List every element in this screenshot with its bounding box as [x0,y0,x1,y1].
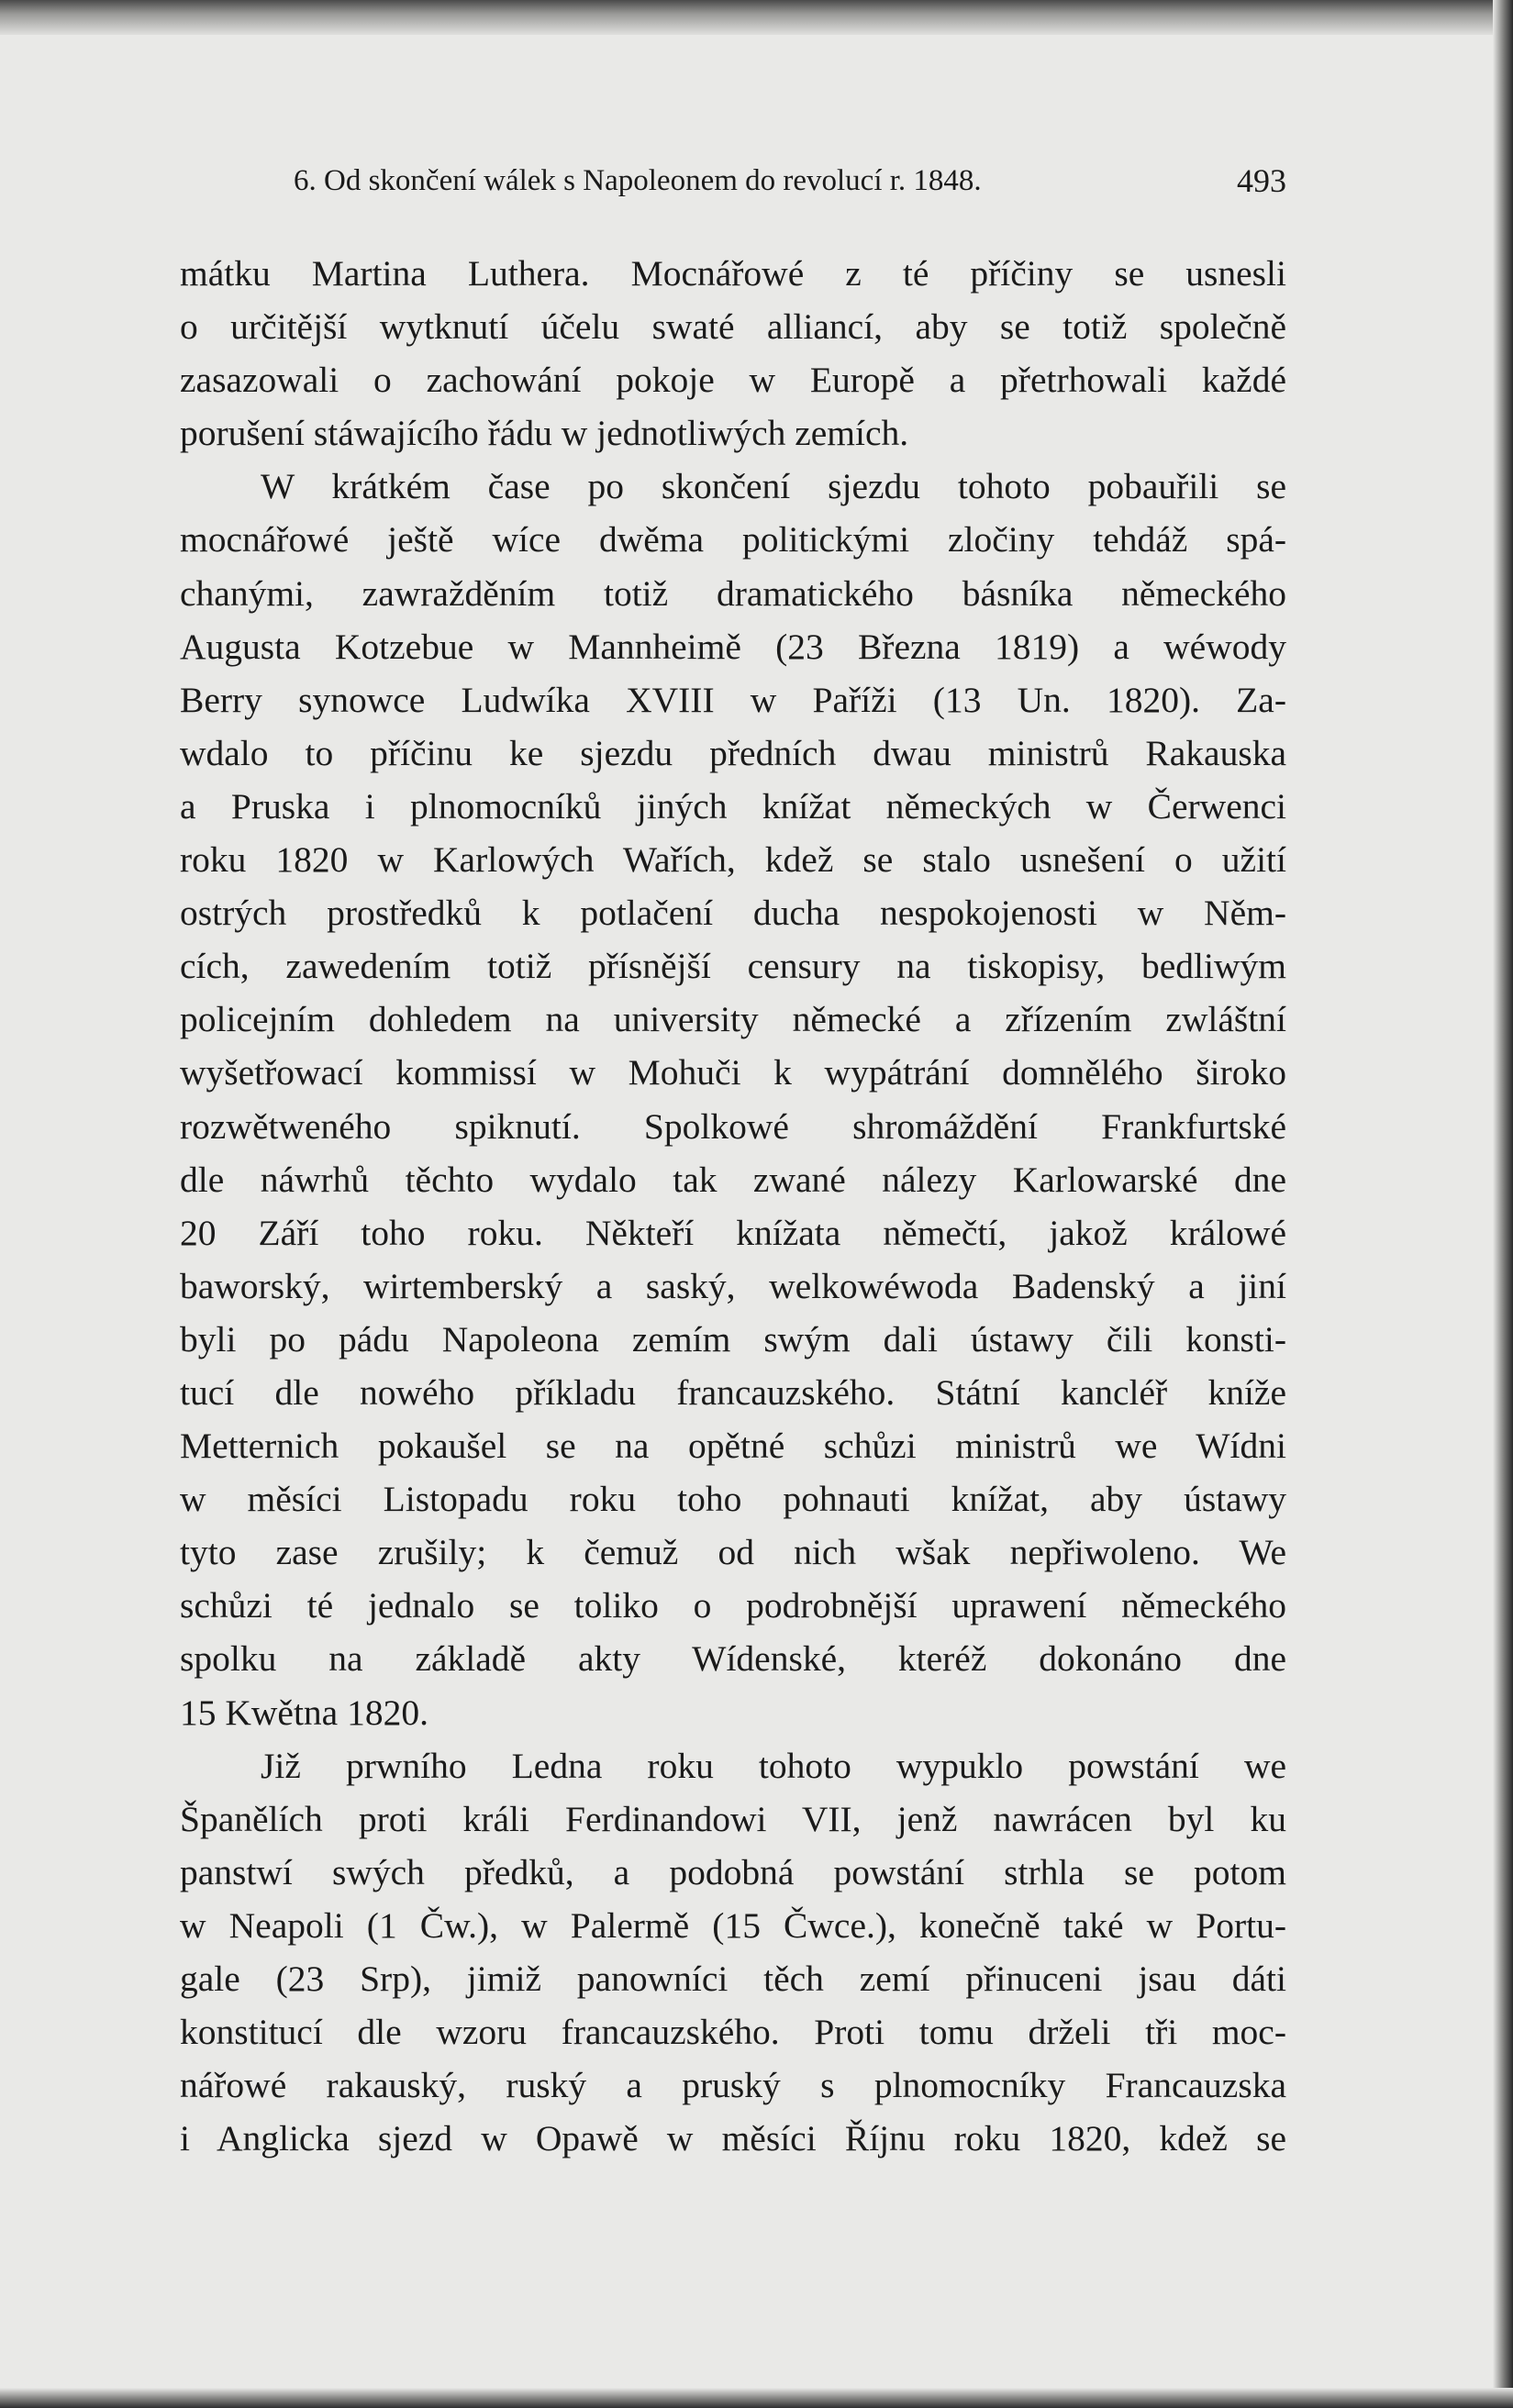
text-line: Berry synowce Ludwíka XVIII w Paříži (13 Un. 1820). Za- [180,679,1286,720]
scan-top-edge [0,0,1513,35]
page-header [294,158,1286,204]
paragraph-start-line: W krátkém čase po skončení sjezdu tohoto pobauřili se [261,466,1286,507]
text-line: spolku na základě akty Wídenské, kteréž dokonáno dne [180,1638,1286,1680]
text-line: 20 Září toho roku. Někteří knížata němečtí, jakož králowé [180,1212,1286,1253]
text-line: porušení stáwajícího řádu w jednotliwých zemích. [180,413,909,454]
text-line: 15 Kwětna 1820. [180,1692,428,1733]
page-number: 493 [1237,162,1286,199]
text-line: o určitější wytknutí účelu swaté alliancí, aby se totiž společně [180,306,1286,348]
text-line: gale (23 Srp), jimiž panowníci těch zemí přinuceni jsau dáti [180,1959,1286,1999]
text-line: tucí dle nowého příkladu francauzského. Státní kancléř kníže [180,1371,1286,1413]
text-line: mocnářowé ještě wíce dwěma politickými zločiny tehdáž spá- [180,519,1286,560]
paragraph-start-line: Již prwního Ledna roku tohoto wypuklo powstání we [261,1745,1286,1786]
text-line: policejním dohledem na university německé a zřízením zwláštní [180,999,1286,1040]
text-line: rozwětweného spiknutí. Spolkowé shromáždění Frankfurtské [180,1105,1286,1147]
text-line: ostrých prostředků k potlačení ducha nespokojenosti w Něm- [180,893,1286,934]
text-line: a Pruska i plnomocníků jiných knížat německých w Čerwenci [180,785,1286,827]
text-line: w měsíci Listopadu roku toho pohnauti knížat, aby ústawy [180,1479,1286,1520]
text-line: Augusta Kotzebue w Mannheimě (23 Března 1819) a wéwody [180,626,1286,667]
text-line: baworský, wirtemberský a saský, welkowéwoda Badenský a jiní [180,1265,1286,1306]
text-line: i Anglicka sjezd w Opawě w měsíci Říjnu roku 1820, kdež se [180,2118,1286,2159]
text-line: wyšetřowací kommissí w Mohuči k wypátrání domnělého široko [180,1052,1286,1093]
text-line: schůzi té jednalo se toliko o podrobnější uprawení německého [180,1585,1286,1626]
text-line: byli po pádu Napoleona zemím swým dali ústawy čili konsti- [180,1318,1286,1359]
text-line: tyto zase zrušily; k čemuž od nich wšak nepřiwoleno. We [180,1532,1286,1573]
text-line: w Neapoli (1 Čw.), w Palermě (15 Čwce.), konečně také w Portu- [180,1904,1286,1946]
text-line: Metternich pokaušel se na opětné schůzi ministrů we Wídni [180,1426,1286,1467]
text-line: roku 1820 w Karlowých Wařích, kdež se stalo usnešení o užití [180,839,1286,881]
text-line: Španělích proti králi Ferdinandowi VII, jenž nawrácen byl ku [180,1798,1286,1839]
text-line: cích, zawedením totiž přísnější censury na tiskopisy, bedliwým [180,946,1286,987]
body-text [180,247,1286,2165]
text-line: mátku Martina Luthera. Mocnářowé z té příčiny se usnesli [180,253,1286,294]
text-line: zasazowali o zachowání pokoje w Europě a přetrhowali každé [180,360,1286,401]
text-line: nářowé rakauský, ruský a pruský s plnomocníky Francauzska [180,2065,1286,2106]
text-line: dle náwrhů těchto wydalo tak zwané nálezy Karlowarské dne [180,1159,1286,1200]
text-line: konstitucí dle wzoru francauzského. Proti tomu drželi tři moc- [180,2012,1286,2053]
scan-bottom-edge [0,2388,1513,2408]
text-line: chanými, zawražděním totiž dramatického básníka německého [180,572,1286,614]
text-line: wdalo to příčinu ke sjezdu předních dwau ministrů Rakauska [180,732,1286,773]
scan-right-edge [1493,0,1513,2408]
text-line: panstwí swých předků, a podobná powstání strhla se potom [180,1851,1286,1892]
running-title: 6. Od skončení wálek s Napoleonem do revolucí r. 1848. [294,164,982,197]
